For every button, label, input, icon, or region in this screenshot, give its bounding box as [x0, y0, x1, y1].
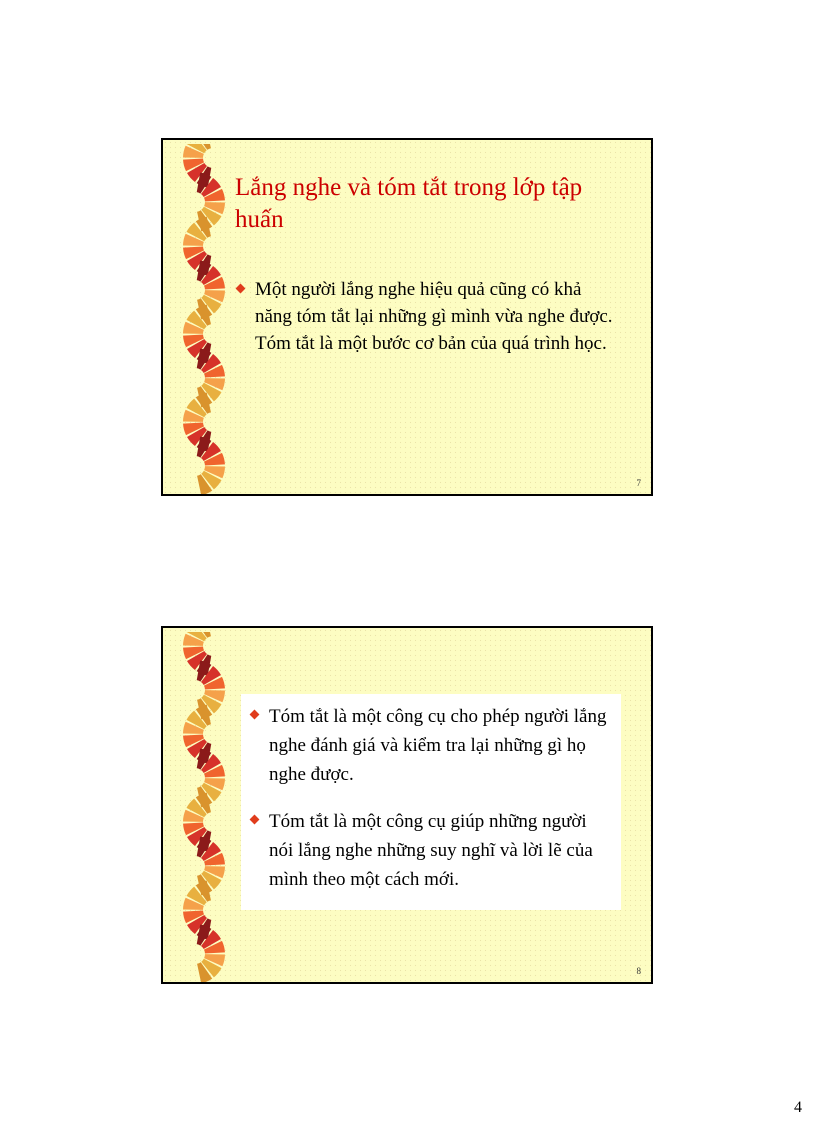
fan-decoration: [173, 144, 227, 494]
slide-title: Lắng nghe và tóm tắt trong lớp tập huấn: [235, 174, 583, 233]
bullet-text: Tóm tắt là một công cụ giúp những người nói lắng nghe những suy nghĩ và lời lẽ của mình theo một cách mới.: [269, 811, 593, 890]
bullet-item: [249, 702, 614, 789]
content-box: [241, 694, 621, 910]
bullet-text: Tóm tắt là một công cụ cho phép người lắng nghe đánh giá và kiểm tra lại những gì họ nghe được.: [269, 706, 607, 785]
fan-decoration: [173, 632, 227, 982]
bullet-item: [249, 807, 614, 894]
diamond-bullet-icon: [250, 710, 260, 720]
bullet-list: [249, 702, 614, 894]
slide-number: 8: [636, 966, 641, 976]
bullet-item: [235, 276, 615, 357]
slide-number: 7: [636, 478, 641, 488]
diamond-bullet-icon: [250, 815, 260, 825]
diamond-bullet-icon: [236, 284, 246, 294]
bullet-list: [235, 276, 615, 357]
page-number: 4: [794, 1099, 802, 1116]
bullet-text: Một người lắng nghe hiệu quả cũng có khả năng tóm tắt lại những gì mình vừa nghe được. Tóm tắt là một bước cơ bản của quá trình học.: [255, 279, 613, 354]
slide-7: [161, 138, 653, 496]
slide-8: [161, 626, 653, 984]
